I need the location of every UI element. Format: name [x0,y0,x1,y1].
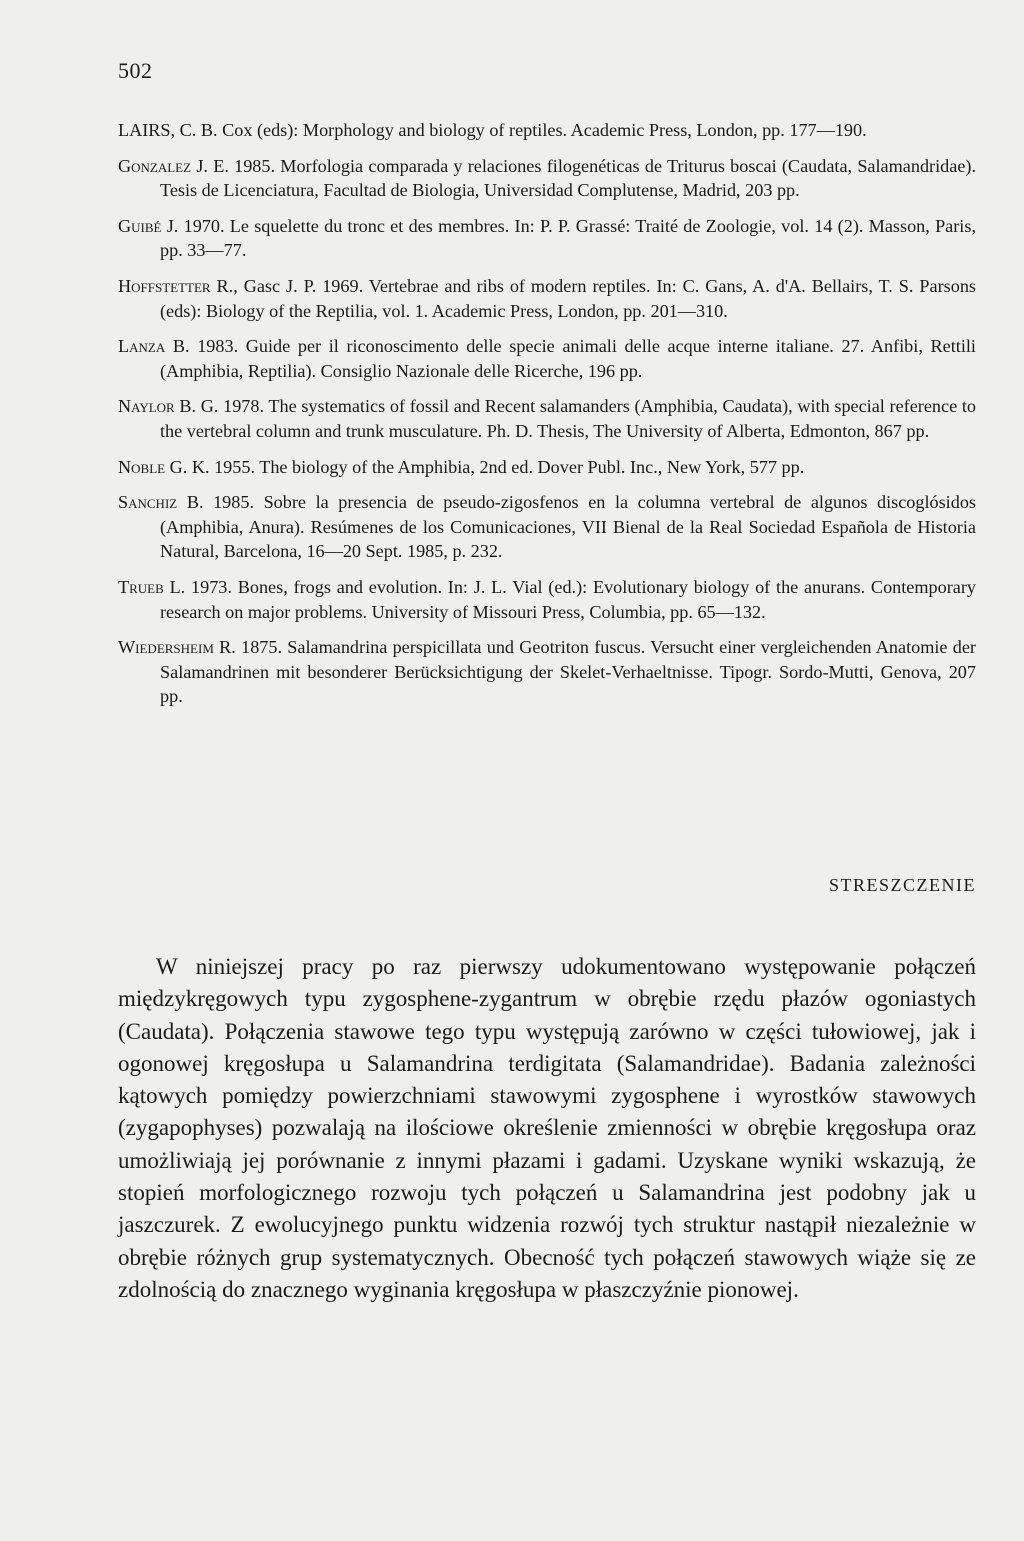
reference-text: J. E. 1985. Morfologia comparada y relaciones filogenéticas de Triturus boscai (Caudata, Salamandridae). Tesis de Licenciatura, Facultad de Biologia, Universidad Complutense, Madrid, 203 pp. [160,155,976,201]
reference-author: Lanza [118,336,166,357]
page-number: 502 [118,58,153,83]
reference-author: Hoffstetter [118,275,211,296]
summary-paragraph: W niniejszej pracy po raz pierwszy udokumentowano występowanie połączeń międzykręgowych typu zygosphene-zygantrum w obrębie rzędu płazów ogoniastych (Caudata). Połączenia stawowe tego typu występują zarówno w części tułowiowej, jak i ogonowej kręgosłupa u Salamandrina terdigitata (Salamandridae). Badania zależności kątowych pomiędzy powierzchniami stawowymi zygosphene i wyrostków stawowych (zygapophyses) pozwalają na ilościowe określenie zmienności w obrębie kręgosłupa oraz umożliwiają jej porównanie z innymi płazami i gadami. Uzyskane wyniki wskazują, że stopień morfologicznego rozwoju tych połączeń u Salamandrina jest podobny jak u jaszczurek. Z ewolucyjnego punktu widzenia rozwój tych struktur nastąpił niezależnie w obrębie różnych grup systematycznych. Obecność tych połączeń stawowych wiąże się ze zdolnością do znacznego wyginania kręgosłupa w płaszczyźnie pionowej. [118,954,976,1302]
reference-entry [118,394,976,443]
reference-text: B. 1985. Sobre la presencia de pseudo-zigosfenos en la columna vertebral de algunos discoglósidos (Amphibia, Anura). Resúmenes de los Comunicaciones, VII Bienal de la Real Sociedad Española de Historia Natural, Barcelona, 16—20 Sept. 1985, p. 232. [160,492,976,562]
reference-text: G. K. 1955. The biology of the Amphibia, 2nd ed. Dover Publ. Inc., New York, 577 pp. [165,456,805,477]
reference-entry [118,455,976,480]
reference-author: Guibé [118,215,162,236]
reference-text: B. G. 1978. The systematics of fossil and Recent salamanders (Amphibia, Caudata), with special reference to the vertebral column and trunk musculature. Ph. D. Thesis, The University of Alberta, Edmonton, 867 pp. [160,396,976,441]
reference-author: Trueb [118,576,164,597]
section-heading: STRESZCZENIE [829,875,976,895]
reference-text: R. 1875. Salamandrina perspicillata und Geotriton fuscus. Versucht einer vergleichenden Anatomie der Salamandrinen mit besonderer Berücksichtigung der Skelet-Verhaeltnisse. Tipogr. Sordo-Mutti, Genova, 207 pp. [160,637,976,707]
reference-entry [118,274,976,323]
reference-text: R., Gasc J. P. 1969. Vertebrae and ribs of modern reptiles. In: C. Gans, A. d'A. Bellairs, T. S. Parsons (eds): Biology of the Reptilia, vol. 1. Academic Press, London, pp. 201—310. [160,275,976,321]
reference-author: Gonzalez [118,155,192,176]
reference-entry [118,214,976,263]
reference-entry [118,635,976,709]
reference-text: L. 1973. Bones, frogs and evolution. In: J. L. Vial (ed.): Evolutionary biology of the anurans. Contemporary research on major problems. University of Missouri Press, Columbia, pp. 65—132. [160,576,976,622]
reference-entry [118,334,976,383]
reference-author: Wiedersheim [118,637,214,658]
reference-entry [118,490,976,564]
reference-author: Noble [118,456,166,477]
reference-text: LAIRS, C. B. Cox (eds): Morphology and biology of reptiles. Academic Press, London, pp. 177—190. [118,120,867,140]
reference-text: J. 1970. Le squelette du tronc et des membres. In: P. P. Grassé: Traité de Zoologie, vol. 14 (2). Masson, Paris, pp. 33—77. [160,215,976,261]
reference-author: Naylor [118,396,175,417]
reference-entry [118,118,976,143]
reference-author: Sanchiz [118,492,178,513]
references-list [118,118,976,720]
reference-entry [118,575,976,624]
reference-text: B. 1983. Guide per il riconoscimento delle specie animali delle acque interne italiane. 27. Anfibi, Rettili (Amphibia, Reptilia). Consiglio Nazionale delle Ricerche, 196 pp. [160,336,976,381]
reference-entry [118,154,976,203]
